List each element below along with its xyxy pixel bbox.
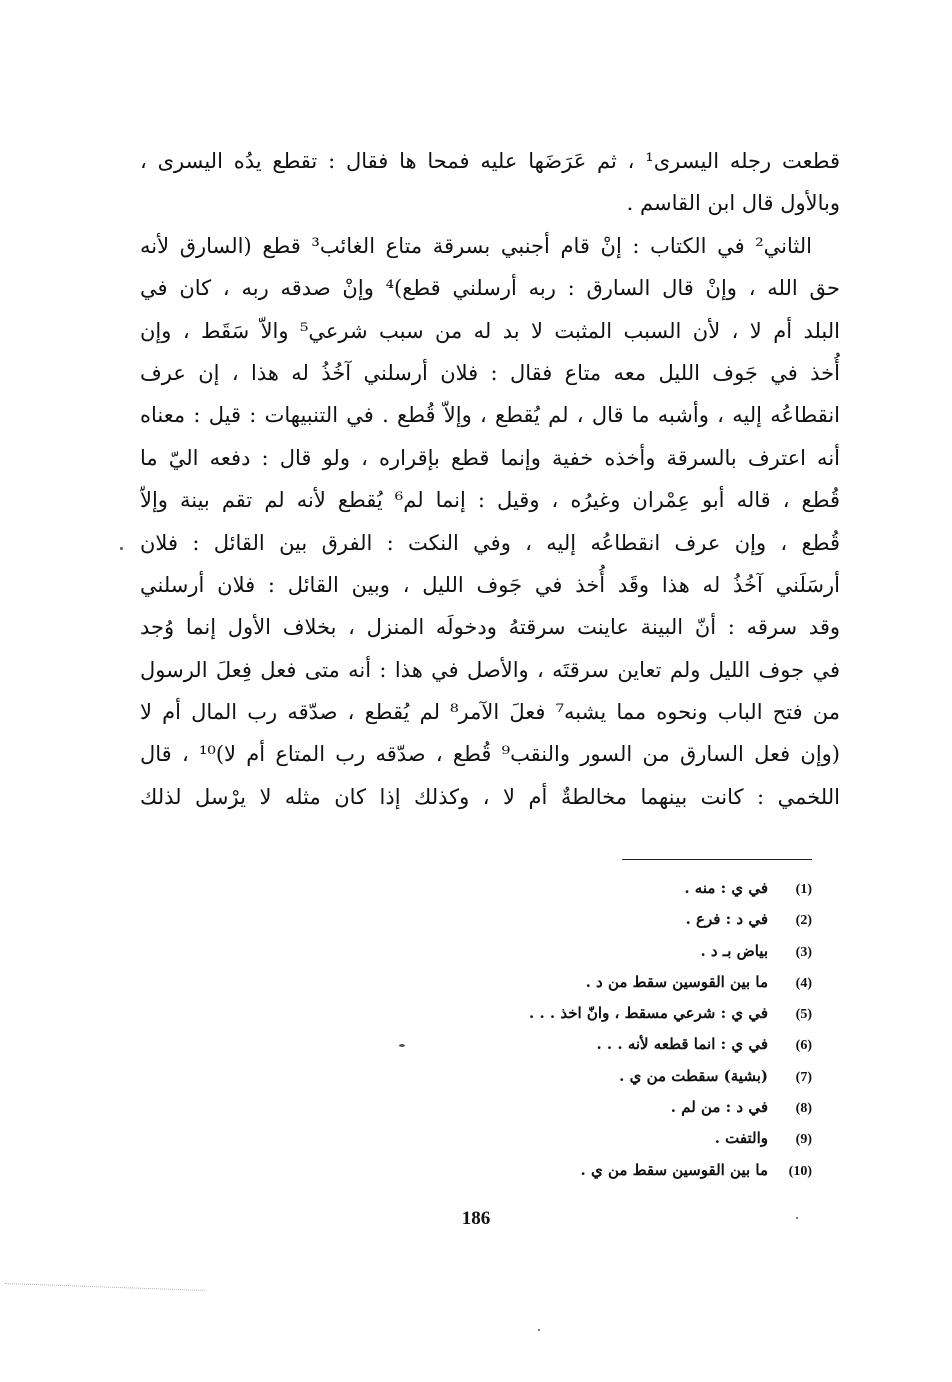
footnote-text: ما بين القوسين سقط من د .: [585, 972, 768, 991]
text-line: وبالأول قال ابن القاسم .: [626, 191, 840, 216]
scan-speck: [399, 1044, 405, 1047]
footnote-number: (1): [795, 882, 812, 897]
text-line: من فتح الباب ونحوه مما يشبه⁷ فعلَ الآمر⁸ لم يُقطع ، صدّقه رب المال أم لا: [140, 700, 840, 725]
page-number: 186: [461, 1208, 491, 1229]
text-line: حق الله ، وإنْ قال السارق : ربه أرسلني قطع)⁴ وإنْ صدقه ربه ، كان في: [140, 276, 840, 301]
text-line: في جوف الليل ولم تعاين سرقتَه ، والأصل في هذا : أنه متى فعل فِعلَ الرسول: [140, 657, 840, 682]
footnote-text: والتفت .: [714, 1129, 768, 1148]
text-line: قطعت رجله اليسرى¹ ، ثم عَرَضَها عليه فمحا ها فقال : تقطع يدُه اليسرى ،: [140, 149, 840, 173]
footnote-item: [292, 1155, 812, 1186]
text-line: أرسَلَني آخُذُ له هذا وقَد أُخذ في جَوف الليل ، وبين القائل : فلان أرسلني: [140, 572, 840, 597]
footnote-item: [292, 1029, 812, 1060]
footnote-number: (4): [795, 975, 812, 991]
footnote-item: [292, 936, 812, 967]
scan-artifact-line: [5, 1283, 205, 1291]
footnote-number: (8): [795, 1101, 812, 1117]
footnote-number: (10): [788, 1163, 812, 1179]
footnote-text: بياض بـ د .: [700, 941, 768, 960]
footnote-number: (7): [795, 1069, 812, 1085]
footnote-number: (6): [795, 1038, 812, 1054]
footnote-separator: [622, 859, 812, 860]
text-line: (وإن فعل السارق من السور والنقب⁹ قُطع ، صدّقه رب المتاع أم لا)¹⁰ ، قال: [140, 742, 840, 767]
main-text-block: [140, 140, 840, 818]
footnote-text: في د : فرع .: [685, 910, 768, 929]
footnote-item: [292, 998, 812, 1029]
footnote-item: [292, 967, 812, 998]
text-line: أُخذ في جَوف الليل معه متاع فقال : فلان أرسلني آخُذُ له هذا ، إن عرف: [140, 360, 840, 385]
footnotes-block: [292, 873, 812, 1186]
text-line: اللخمي : كانت بينهما مخالطةٌ أم لا ، وكذلك إذا كان مثله لا يرْسل لذلك: [140, 784, 840, 809]
footnote-text: في ي : انما قطعه لأنه . . .: [596, 1035, 768, 1054]
footnote-number: (9): [795, 1132, 812, 1148]
text-line: أنه اعترف بالسرقة وأخذه خفية وإنما قطع بإقراره ، ولو قال : دفعه اليّ ما: [140, 445, 840, 470]
footnote-text: (بشية) سقطت من ي .: [619, 1066, 768, 1085]
footnote-item: [292, 904, 812, 935]
footnote-item: [292, 1123, 812, 1154]
scan-speck: [120, 547, 123, 550]
text-line: البلد أم لا ، لأن السبب المثبت لا بد له من سبب شرعي⁵ والاّ سَقَط ، وإن: [140, 318, 840, 343]
footnote-text: في ي : منه .: [684, 879, 768, 897]
footnote-text: في ي : شرعي مسقط ، وانّ اخذ . . .: [529, 1004, 768, 1023]
footnote-item: [292, 1092, 812, 1123]
text-line: انقطاعُه إليه ، وأشبه ما قال ، لم يُقطع ، وإلاّ قُطع . في التنبيهات : قيل : معناه: [140, 403, 840, 428]
footnote-item: [292, 1061, 812, 1092]
footnote-number: (3): [795, 944, 812, 960]
footnote-text: ما بين القوسين سقط من ي .: [580, 1160, 768, 1179]
scan-speck: [538, 1329, 540, 1331]
footnote-number: (5): [795, 1007, 812, 1023]
footnote-number: (2): [795, 913, 812, 929]
text-line: قُطع ، قاله أبو عِمْران وغيرُه ، وقيل : إنما لم⁶ يُقطع لأنه لم تقم بينة وإلاّ: [140, 488, 840, 513]
text-line: قُطع ، وإن عرف انقطاعُه إليه ، وفي النكت : الفرق بين القائل : فلان: [140, 530, 840, 555]
text-line: الثاني² في الكتاب : إنْ قام أجنبي بسرقة متاع الغائب³ قطع (السارق لأنه: [140, 233, 812, 258]
text-line: وقد سرقه : أنّ البينة عاينت سرقتهُ ودخولَه المنزل ، بخلاف الأول إنما وُجد: [140, 615, 840, 640]
scan-speck: [796, 1217, 798, 1219]
footnote-item: [292, 873, 812, 904]
footnote-text: في د : من لم .: [670, 1098, 768, 1117]
